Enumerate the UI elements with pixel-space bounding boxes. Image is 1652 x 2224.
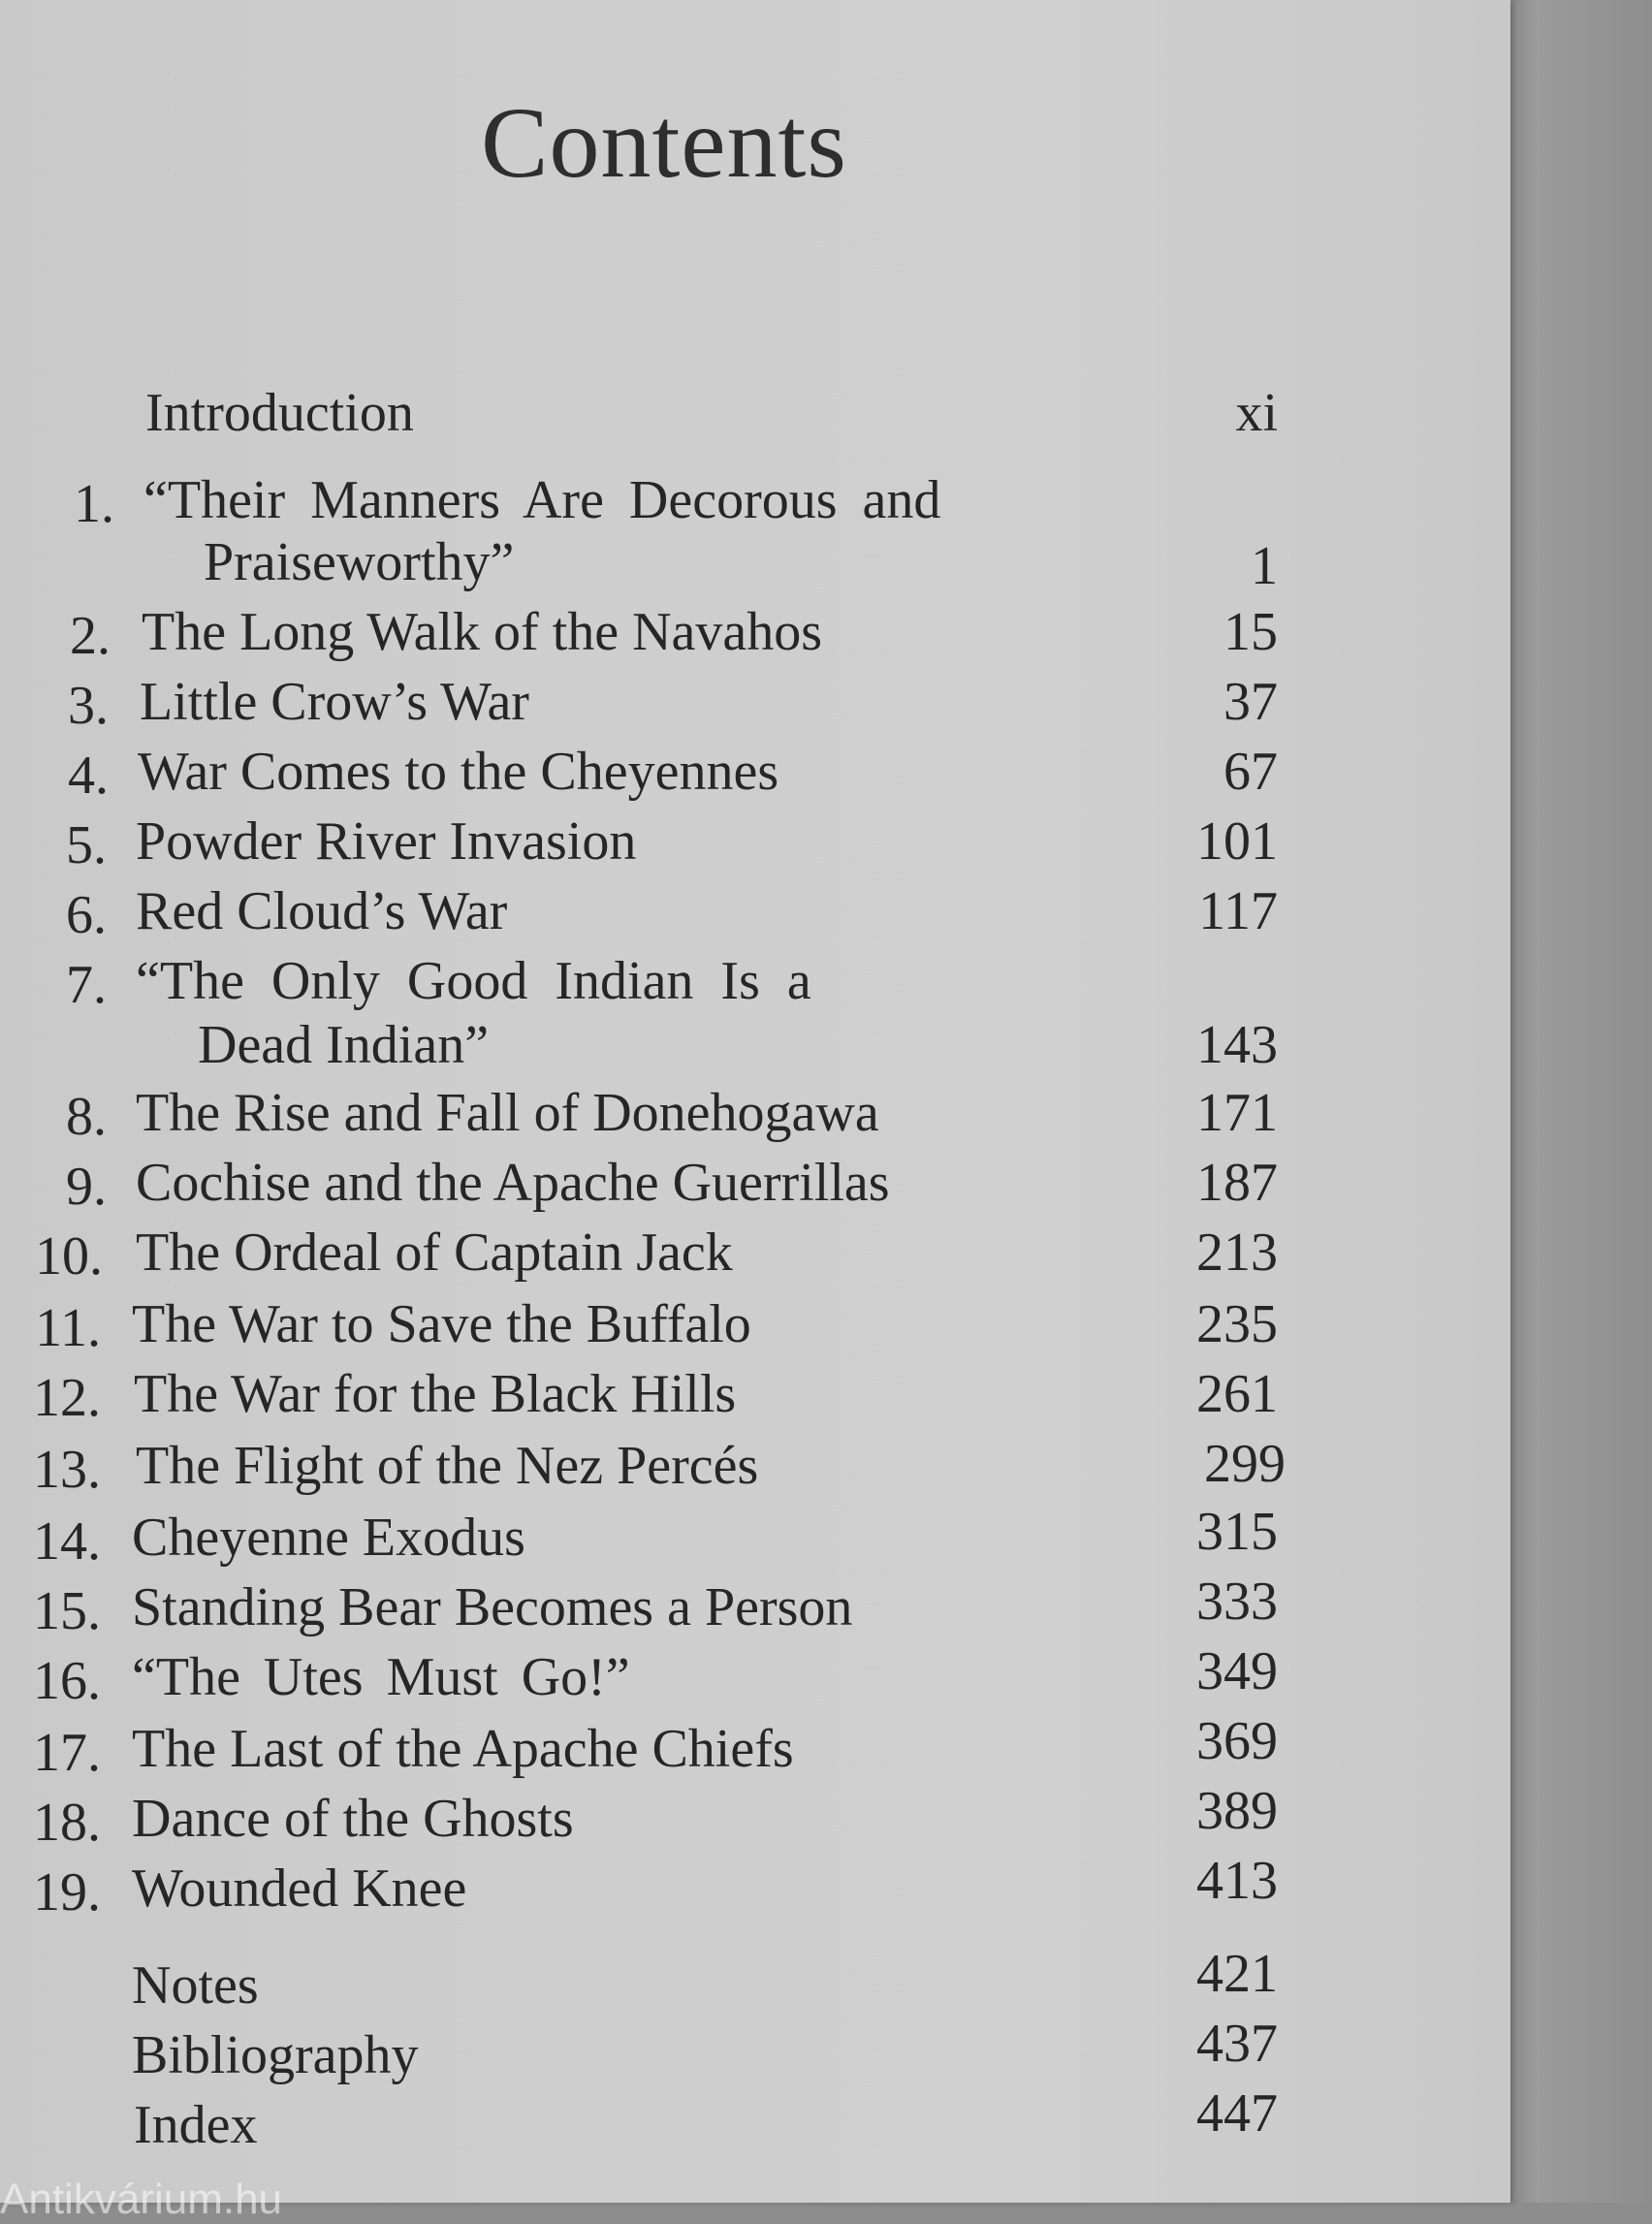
- chapter-number: 4.: [68, 746, 109, 806]
- chapter-page: 101: [1196, 811, 1278, 872]
- chapter-title: Wounded Knee: [132, 1859, 467, 1919]
- page-title: Contents: [481, 87, 847, 199]
- toc-entry-page: 447: [1196, 2083, 1278, 2144]
- chapter-page: 261: [1196, 1364, 1278, 1424]
- watermark: Antikvárium.hu: [0, 2176, 283, 2223]
- chapter-page: 171: [1196, 1083, 1278, 1143]
- chapter-title: Red Cloud’s War: [136, 881, 508, 941]
- chapter-page: 349: [1196, 1641, 1278, 1701]
- chapter-number: 12.: [33, 1368, 101, 1428]
- chapter-title: The Last of the Apache Chiefs: [132, 1719, 794, 1779]
- chapter-title: Cheyenne Exodus: [132, 1508, 525, 1568]
- chapter-page: 187: [1196, 1153, 1278, 1213]
- chapter-title: Standing Bear Becomes a Person: [132, 1577, 853, 1637]
- chapter-page: 369: [1196, 1711, 1278, 1771]
- chapter-number: 14.: [33, 1511, 101, 1572]
- chapter-number: 5.: [66, 815, 107, 875]
- chapter-title-continued: Dead Indian”: [198, 1015, 490, 1075]
- chapter-number: 8.: [66, 1087, 107, 1147]
- toc-entry-page: xi: [1235, 383, 1278, 443]
- toc-entry-label: Index: [134, 2095, 258, 2155]
- toc-entry-page: 421: [1196, 1944, 1278, 2004]
- chapter-number: 7.: [66, 955, 107, 1015]
- chapter-title: The Ordeal of Captain Jack: [136, 1223, 733, 1283]
- chapter-page: 37: [1223, 672, 1278, 732]
- chapter-page: 235: [1196, 1294, 1278, 1354]
- chapter-title: The War for the Black Hills: [134, 1364, 737, 1424]
- chapter-number: 17.: [33, 1723, 101, 1783]
- chapter-page: 15: [1223, 602, 1278, 662]
- chapter-title: “The Utes Must Go!”: [132, 1647, 630, 1707]
- chapter-number: 10.: [35, 1226, 103, 1287]
- chapter-page: 315: [1196, 1502, 1278, 1562]
- chapter-title: The Rise and Fall of Donehogawa: [136, 1083, 879, 1143]
- chapter-title: Powder River Invasion: [136, 811, 637, 872]
- chapter-title: Dance of the Ghosts: [132, 1789, 574, 1849]
- chapter-number: 3.: [68, 676, 109, 736]
- chapter-page: 143: [1196, 1015, 1278, 1075]
- chapter-number: 13.: [33, 1440, 101, 1500]
- chapter-number: 1.: [74, 474, 114, 534]
- chapter-number: 9.: [66, 1157, 107, 1217]
- chapter-title: Little Crow’s War: [140, 672, 529, 732]
- chapter-title: “The Only Good Indian Is a: [136, 951, 811, 1011]
- page-edge-shadow: [1508, 0, 1537, 2203]
- toc-entry-label: Introduction: [145, 383, 414, 443]
- toc-entry-label: Notes: [132, 1955, 259, 2016]
- chapter-page: 389: [1196, 1781, 1278, 1841]
- chapter-title: The Flight of the Nez Percés: [136, 1436, 759, 1496]
- chapter-title: Cochise and the Apache Guerrillas: [136, 1153, 890, 1213]
- chapter-title: The War to Save the Buffalo: [132, 1294, 751, 1354]
- chapter-title-continued: Praiseworthy”: [204, 532, 515, 592]
- chapter-number: 11.: [35, 1298, 101, 1358]
- chapter-page: 413: [1196, 1851, 1278, 1911]
- chapter-number: 16.: [33, 1651, 101, 1711]
- chapter-page: 333: [1196, 1572, 1278, 1632]
- chapter-number: 15.: [33, 1581, 101, 1641]
- chapter-page: 117: [1198, 881, 1278, 941]
- chapter-number: 2.: [70, 606, 111, 666]
- chapter-number: 6.: [66, 885, 107, 945]
- toc-entry-label: Bibliography: [132, 2025, 419, 2085]
- chapter-page: 67: [1223, 742, 1278, 802]
- chapter-number: 18.: [33, 1793, 101, 1853]
- chapter-title: “Their Manners Are Decorous and: [143, 470, 941, 530]
- chapter-title: The Long Walk of the Navahos: [142, 602, 823, 662]
- chapter-page: 299: [1204, 1434, 1286, 1494]
- chapter-page: 1: [1251, 536, 1278, 596]
- chapter-number: 19.: [33, 1862, 101, 1922]
- chapter-page: 213: [1196, 1223, 1278, 1283]
- chapter-title: War Comes to the Cheyennes: [138, 742, 779, 802]
- toc-entry-page: 437: [1196, 2014, 1278, 2074]
